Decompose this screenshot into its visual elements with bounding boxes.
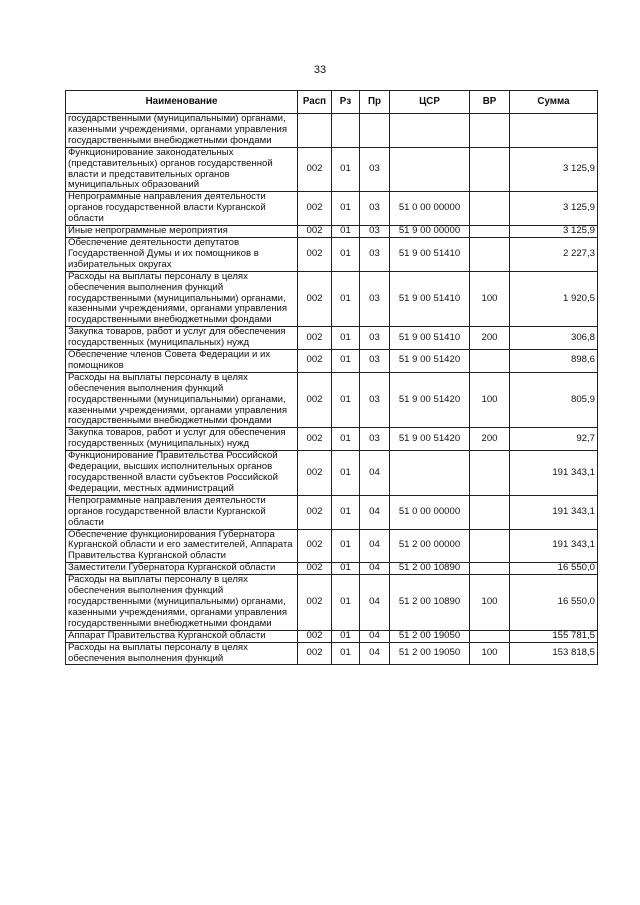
cell-vr: 100 bbox=[470, 372, 510, 428]
header-pr: Пр bbox=[360, 91, 390, 114]
cell-pr: 04 bbox=[360, 575, 390, 631]
cell-sum: 92,7 bbox=[510, 428, 598, 451]
cell-pr: 04 bbox=[360, 642, 390, 665]
cell-name: Иные непрограммные мероприятия bbox=[66, 226, 298, 238]
table-row bbox=[66, 428, 598, 451]
table-row bbox=[66, 642, 598, 665]
cell-sum: 191 343,1 bbox=[510, 451, 598, 496]
cell-vr bbox=[470, 529, 510, 563]
header-csr: ЦСР bbox=[390, 91, 470, 114]
header-rasp: Расп bbox=[298, 91, 332, 114]
table-row bbox=[66, 451, 598, 496]
cell-sum: 306,8 bbox=[510, 327, 598, 350]
cell-csr: 51 2 00 19050 bbox=[390, 630, 470, 642]
cell-sum: 3 125,9 bbox=[510, 192, 598, 226]
cell-rasp: 002 bbox=[298, 575, 332, 631]
cell-name: Закупка товаров, работ и услуг для обеспечения государственных (муниципальных) нужд bbox=[66, 428, 298, 451]
table-body bbox=[66, 114, 598, 665]
cell-csr: 51 0 00 00000 bbox=[390, 495, 470, 529]
cell-rz: 01 bbox=[332, 630, 360, 642]
table-row bbox=[66, 495, 598, 529]
cell-rasp: 002 bbox=[298, 428, 332, 451]
cell-name: Обеспечение членов Совета Федерации и их помощников bbox=[66, 350, 298, 373]
cell-pr: 03 bbox=[360, 271, 390, 327]
cell-pr: 04 bbox=[360, 451, 390, 496]
cell-rz: 01 bbox=[332, 192, 360, 226]
table-row bbox=[66, 114, 598, 148]
cell-pr: 03 bbox=[360, 237, 390, 271]
cell-rasp: 002 bbox=[298, 630, 332, 642]
table-row bbox=[66, 350, 598, 373]
cell-sum: 3 125,9 bbox=[510, 147, 598, 192]
cell-sum: 1 920,5 bbox=[510, 271, 598, 327]
cell-name: Закупка товаров, работ и услуг для обеспечения государственных (муниципальных) нужд bbox=[66, 327, 298, 350]
cell-pr: 04 bbox=[360, 495, 390, 529]
cell-csr: 51 9 00 51410 bbox=[390, 327, 470, 350]
cell-vr bbox=[470, 237, 510, 271]
cell-rz: 01 bbox=[332, 575, 360, 631]
budget-table bbox=[65, 90, 598, 665]
cell-rasp: 002 bbox=[298, 327, 332, 350]
cell-name: Непрограммные направления деятельности органов государственной власти Курганской области bbox=[66, 495, 298, 529]
table-row bbox=[66, 529, 598, 563]
cell-rz: 01 bbox=[332, 529, 360, 563]
cell-rasp: 002 bbox=[298, 192, 332, 226]
cell-sum: 153 818,5 bbox=[510, 642, 598, 665]
header-sum: Сумма bbox=[510, 91, 598, 114]
cell-pr: 03 bbox=[360, 226, 390, 238]
cell-rz: 01 bbox=[332, 495, 360, 529]
cell-csr: 51 9 00 51410 bbox=[390, 271, 470, 327]
cell-rz bbox=[332, 114, 360, 148]
cell-sum: 16 550,0 bbox=[510, 563, 598, 575]
cell-csr: 51 2 00 19050 bbox=[390, 642, 470, 665]
cell-pr: 03 bbox=[360, 192, 390, 226]
cell-sum: 16 550,0 bbox=[510, 575, 598, 631]
table-row bbox=[66, 575, 598, 631]
header-vr: ВР bbox=[470, 91, 510, 114]
cell-rasp: 002 bbox=[298, 147, 332, 192]
table-row bbox=[66, 563, 598, 575]
cell-vr bbox=[470, 495, 510, 529]
cell-csr: 51 9 00 00000 bbox=[390, 226, 470, 238]
cell-rz: 01 bbox=[332, 350, 360, 373]
cell-csr: 51 2 00 10890 bbox=[390, 563, 470, 575]
cell-csr: 51 9 00 51420 bbox=[390, 428, 470, 451]
cell-vr: 200 bbox=[470, 327, 510, 350]
cell-name: Расходы на выплаты персоналу в целях обеспечения выполнения функций государственными (муниципальными) органами, казенными учреждениями, органами управления государственными внебюджетными фондами bbox=[66, 271, 298, 327]
cell-vr bbox=[470, 192, 510, 226]
table-row bbox=[66, 237, 598, 271]
cell-vr: 100 bbox=[470, 642, 510, 665]
cell-name: Заместители Губернатора Курганской области bbox=[66, 563, 298, 575]
cell-rz: 01 bbox=[332, 327, 360, 350]
cell-name: Функционирование законодательных (представительных) органов государственной власти и представительных органов муниципальных образований bbox=[66, 147, 298, 192]
cell-csr bbox=[390, 147, 470, 192]
cell-rz: 01 bbox=[332, 372, 360, 428]
cell-rasp: 002 bbox=[298, 237, 332, 271]
cell-rasp: 002 bbox=[298, 451, 332, 496]
cell-csr: 51 9 00 51410 bbox=[390, 237, 470, 271]
cell-name: Расходы на выплаты персоналу в целях обеспечения выполнения функций государственными (муниципальными) органами, казенными учреждениями, органами управления государственными внебюджетными фондами bbox=[66, 575, 298, 631]
cell-pr: 03 bbox=[360, 350, 390, 373]
cell-rasp: 002 bbox=[298, 271, 332, 327]
cell-csr bbox=[390, 451, 470, 496]
cell-rz: 01 bbox=[332, 642, 360, 665]
cell-vr bbox=[470, 226, 510, 238]
cell-rasp: 002 bbox=[298, 495, 332, 529]
cell-name: Обеспечение функционирования Губернатора Курганской области и его заместителей, Аппарата Правительства Курганской области bbox=[66, 529, 298, 563]
cell-pr: 03 bbox=[360, 372, 390, 428]
cell-csr: 51 9 00 51420 bbox=[390, 372, 470, 428]
cell-pr: 04 bbox=[360, 529, 390, 563]
cell-rasp bbox=[298, 114, 332, 148]
cell-vr bbox=[470, 630, 510, 642]
cell-rasp: 002 bbox=[298, 642, 332, 665]
cell-sum: 191 343,1 bbox=[510, 529, 598, 563]
cell-pr: 04 bbox=[360, 563, 390, 575]
cell-pr: 03 bbox=[360, 327, 390, 350]
header-rz: Рз bbox=[332, 91, 360, 114]
cell-sum: 3 125,9 bbox=[510, 226, 598, 238]
cell-sum bbox=[510, 114, 598, 148]
table-row bbox=[66, 192, 598, 226]
cell-pr: 04 bbox=[360, 630, 390, 642]
cell-csr: 51 2 00 00000 bbox=[390, 529, 470, 563]
table-row bbox=[66, 327, 598, 350]
cell-rasp: 002 bbox=[298, 563, 332, 575]
cell-csr: 51 0 00 00000 bbox=[390, 192, 470, 226]
cell-rz: 01 bbox=[332, 237, 360, 271]
cell-name: Расходы на выплаты персоналу в целях обеспечения выполнения функций государственными (муниципальными) органами, казенными учреждениями, органами управления государственными внебюджетными фондами bbox=[66, 372, 298, 428]
cell-vr bbox=[470, 350, 510, 373]
cell-rz: 01 bbox=[332, 451, 360, 496]
cell-name: государственными (муниципальными) органами, казенными учреждениями, органами управления государственными внебюджетными фондами bbox=[66, 114, 298, 148]
cell-csr: 51 9 00 51420 bbox=[390, 350, 470, 373]
cell-vr bbox=[470, 114, 510, 148]
cell-vr: 200 bbox=[470, 428, 510, 451]
cell-name: Обеспечение деятельности депутатов Государственной Думы и их помощников в избирательных округах bbox=[66, 237, 298, 271]
table-row bbox=[66, 226, 598, 238]
table-row bbox=[66, 630, 598, 642]
cell-vr bbox=[470, 563, 510, 575]
cell-rasp: 002 bbox=[298, 372, 332, 428]
table-header-row bbox=[66, 91, 598, 114]
cell-sum: 898,6 bbox=[510, 350, 598, 373]
cell-rasp: 002 bbox=[298, 529, 332, 563]
cell-name: Непрограммные направления деятельности органов государственной власти Курганской области bbox=[66, 192, 298, 226]
header-name: Наименование bbox=[66, 91, 298, 114]
cell-rz: 01 bbox=[332, 147, 360, 192]
cell-name: Расходы на выплаты персоналу в целях обеспечения выполнения функций bbox=[66, 642, 298, 665]
cell-rasp: 002 bbox=[298, 226, 332, 238]
page-number: 33 bbox=[313, 64, 327, 76]
cell-sum: 191 343,1 bbox=[510, 495, 598, 529]
cell-rz: 01 bbox=[332, 428, 360, 451]
cell-rz: 01 bbox=[332, 271, 360, 327]
cell-sum: 2 227,3 bbox=[510, 237, 598, 271]
cell-vr: 100 bbox=[470, 271, 510, 327]
cell-csr: 51 2 00 10890 bbox=[390, 575, 470, 631]
cell-pr: 03 bbox=[360, 428, 390, 451]
cell-rz: 01 bbox=[332, 226, 360, 238]
cell-pr bbox=[360, 114, 390, 148]
cell-name: Функционирование Правительства Российской Федерации, высших исполнительных органов государственной власти субъектов Российской Федерации, местных администраций bbox=[66, 451, 298, 496]
table-row bbox=[66, 372, 598, 428]
cell-rz: 01 bbox=[332, 563, 360, 575]
cell-sum: 805,9 bbox=[510, 372, 598, 428]
cell-vr bbox=[470, 147, 510, 192]
cell-csr bbox=[390, 114, 470, 148]
cell-vr: 100 bbox=[470, 575, 510, 631]
table-row bbox=[66, 147, 598, 192]
cell-sum: 155 781,5 bbox=[510, 630, 598, 642]
cell-rasp: 002 bbox=[298, 350, 332, 373]
cell-vr bbox=[470, 451, 510, 496]
table-row bbox=[66, 271, 598, 327]
cell-pr: 03 bbox=[360, 147, 390, 192]
cell-name: Аппарат Правительства Курганской области bbox=[66, 630, 298, 642]
